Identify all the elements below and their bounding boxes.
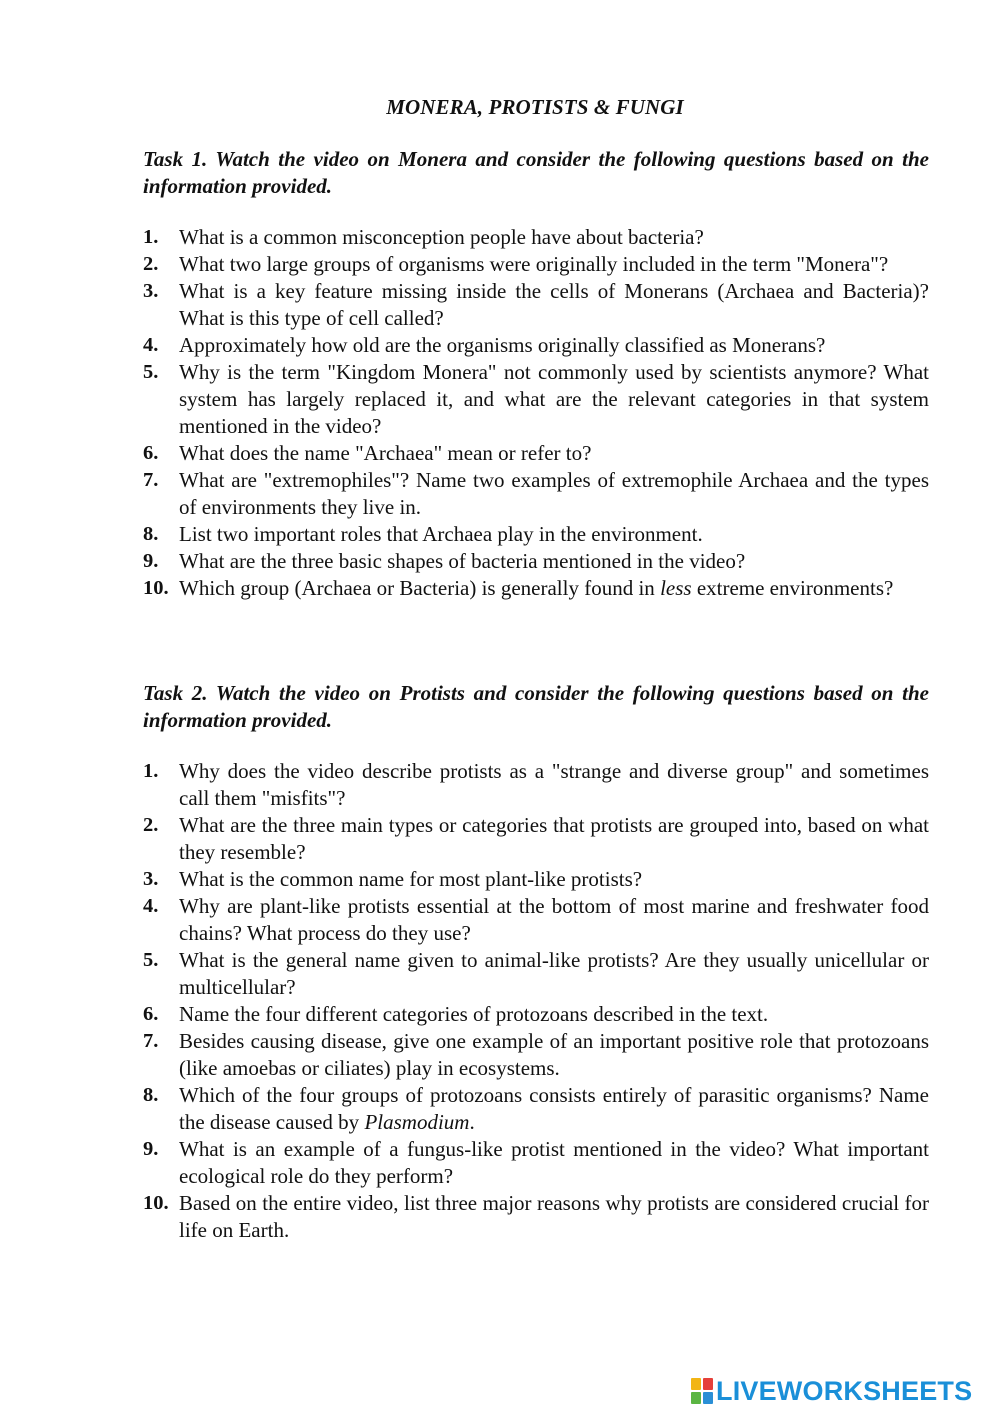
task1-question bbox=[143, 278, 929, 332]
question-number: 8. bbox=[143, 1084, 159, 1106]
question-text: Why are plant-like protists essential at the bottom of most marine and freshwater food chains? What process do they use? bbox=[179, 894, 929, 945]
question-number: 5. bbox=[143, 361, 159, 383]
question-number: 7. bbox=[143, 1030, 159, 1052]
question-number: 9. bbox=[143, 1138, 159, 1160]
logo-square bbox=[691, 1392, 701, 1404]
question-number: 2. bbox=[143, 253, 159, 275]
liveworksheets-brand[interactable] bbox=[691, 1375, 991, 1407]
page-title: MONERA, PROTISTS & FUNGI bbox=[386, 95, 684, 119]
task2-question bbox=[143, 1001, 929, 1028]
question-text: What two large groups of organisms were originally included in the term "Monera"? bbox=[179, 252, 889, 276]
task2-question bbox=[143, 1190, 929, 1244]
task2-question bbox=[143, 1136, 929, 1190]
question-number: 1. bbox=[143, 226, 159, 248]
question-text: Which group (Archaea or Bacteria) is generally found in less extreme environments? bbox=[179, 576, 894, 600]
task1-heading: Task 1. Watch the video on Monera and consider the following questions based on the information provided. bbox=[143, 147, 929, 198]
task2-question bbox=[143, 1028, 929, 1082]
task2-question bbox=[143, 893, 929, 947]
question-text: Based on the entire video, list three major reasons why protists are considered crucial for life on Earth. bbox=[179, 1191, 929, 1242]
question-text: Why is the term "Kingdom Monera" not commonly used by scientists anymore? What system has largely replaced it, and what are the relevant categories in that system mentioned in the video? bbox=[179, 360, 929, 438]
question-number: 9. bbox=[143, 550, 159, 572]
logo-square bbox=[691, 1378, 701, 1390]
question-number: 8. bbox=[143, 523, 159, 545]
question-number: 10. bbox=[143, 577, 169, 599]
task2-question-list bbox=[143, 758, 929, 1244]
task2-heading: Task 2. Watch the video on Protists and consider the following questions based on the information provided. bbox=[143, 681, 929, 732]
question-number: 6. bbox=[143, 442, 159, 464]
question-number: 5. bbox=[143, 949, 159, 971]
question-number: 10. bbox=[143, 1192, 169, 1214]
logo-square bbox=[703, 1378, 713, 1390]
question-text: What are "extremophiles"? Name two examples of extremophile Archaea and the types of environments they live in. bbox=[179, 468, 929, 519]
liveworksheets-logo-icon bbox=[691, 1378, 713, 1404]
question-text: What does the name "Archaea" mean or refer to? bbox=[179, 441, 592, 465]
question-text: Besides causing disease, give one example of an important positive role that protozoans (like amoebas or ciliates) play in ecosystems. bbox=[179, 1029, 929, 1080]
question-text: Name the four different categories of protozoans described in the text. bbox=[179, 1002, 769, 1026]
task1-question bbox=[143, 575, 929, 602]
question-text: What is a key feature missing inside the cells of Monerans (Archaea and Bacteria)? What is this type of cell called? bbox=[179, 279, 929, 330]
question-text: List two important roles that Archaea play in the environment. bbox=[179, 522, 703, 546]
task1-question bbox=[143, 521, 929, 548]
question-text: What are the three basic shapes of bacteria mentioned in the video? bbox=[179, 549, 746, 573]
task1-question-list bbox=[143, 224, 929, 602]
task2-question bbox=[143, 1082, 929, 1136]
logo-square bbox=[703, 1392, 713, 1404]
question-number: 4. bbox=[143, 895, 159, 917]
question-text: What is the general name given to animal-like protists? Are they usually unicellular or multicellular? bbox=[179, 948, 929, 999]
brand-name: LIVEWORKSHEETS bbox=[716, 1375, 973, 1406]
task2-question bbox=[143, 947, 929, 1001]
task2-question bbox=[143, 866, 929, 893]
task1-question bbox=[143, 440, 929, 467]
question-text: What is an example of a fungus-like protist mentioned in the video? What important ecological role do they perform? bbox=[179, 1137, 929, 1188]
task1-question bbox=[143, 224, 929, 251]
question-number: 6. bbox=[143, 1003, 159, 1025]
question-text: Why does the video describe protists as a "strange and diverse group" and sometimes call them "misfits"? bbox=[179, 759, 929, 810]
task2-question bbox=[143, 812, 929, 866]
task2-question bbox=[143, 758, 929, 812]
task1-question bbox=[143, 332, 929, 359]
task1-question bbox=[143, 251, 929, 278]
question-text: Approximately how old are the organisms originally classified as Monerans? bbox=[179, 333, 826, 357]
task1-question bbox=[143, 359, 929, 440]
question-number: 4. bbox=[143, 334, 159, 356]
question-text: What are the three main types or categories that protists are grouped into, based on what they resemble? bbox=[179, 813, 929, 864]
question-number: 7. bbox=[143, 469, 159, 491]
task1-question bbox=[143, 467, 929, 521]
question-text: What is the common name for most plant-like protists? bbox=[179, 867, 643, 891]
question-number: 2. bbox=[143, 814, 159, 836]
question-number: 1. bbox=[143, 760, 159, 782]
question-text: Which of the four groups of protozoans consists entirely of parasitic organisms? Name the disease caused by Plasmodium. bbox=[179, 1083, 929, 1134]
task1-question bbox=[143, 548, 929, 575]
question-text: What is a common misconception people have about bacteria? bbox=[179, 225, 704, 249]
question-number: 3. bbox=[143, 868, 159, 890]
question-number: 3. bbox=[143, 280, 159, 302]
